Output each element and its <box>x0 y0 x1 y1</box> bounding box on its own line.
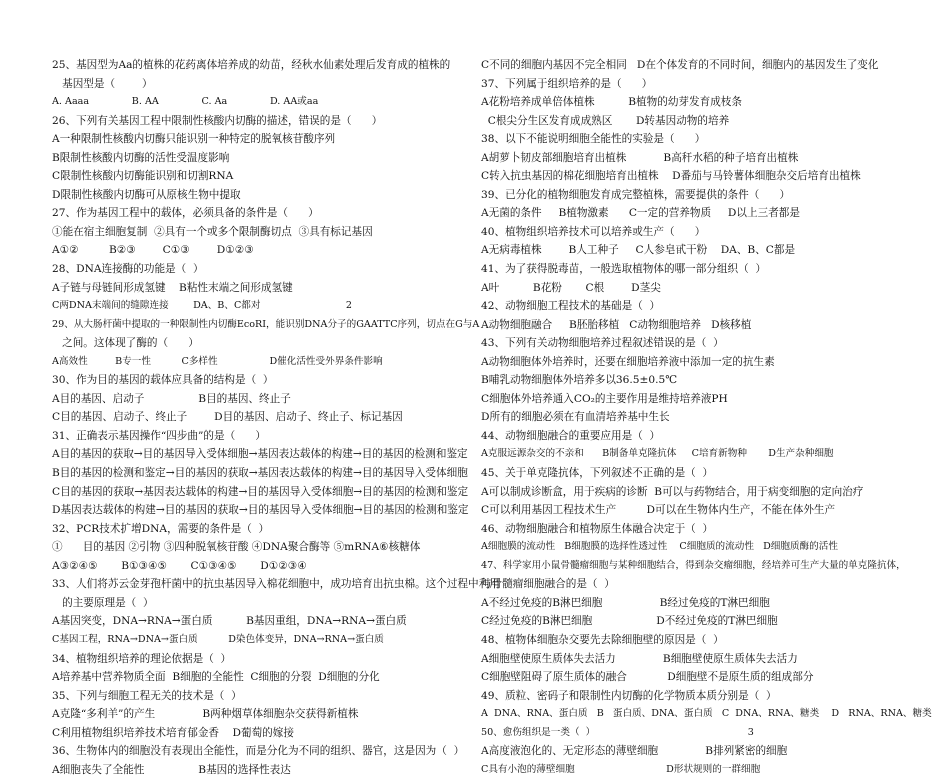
text-line: A目的基因、启动子 B目的基因、终止子 <box>52 392 291 405</box>
text-line: ① 目的基因 ②引物 ③四种脱氧核苷酸 ④DNA聚合酶等 ⑤mRNA⑥核糖体 <box>52 541 421 554</box>
text-line: A克服远源杂交的不亲和 B制备单克隆抗体 C培育新物种 D生产杂种细胞 <box>481 448 834 460</box>
text-line: C限制性核酸内切酶能识别和切割RNA <box>52 170 234 183</box>
text-line: A无菌的条件 B植物激素 C一定的营养物质 D以上三者都是 <box>481 207 800 220</box>
text-line: D所有的细胞必须在有血清培养基中生长 <box>481 411 670 424</box>
text-line: A细胞膜的流动性 B细胞膜的选择性透过性 C细胞质的流动性 D细胞质酶的活性 <box>481 541 838 553</box>
text-line: 35、下列与细胞工程无关的技术是（ ） <box>52 689 242 702</box>
text-line: D限制性核酸内切酶可从原核生物中提取 <box>52 188 241 201</box>
text-line: A DNA、RNA、蛋白质 B 蛋白质、DNA、蛋白质 C DNA、RNA、糖类 D RNA、RNA、糖类 <box>481 708 932 720</box>
text-line: 48、植物体细胞杂交要先去除细胞壁的原因是（ ） <box>481 633 724 646</box>
text-line: A细胞丧失了全能性 B基因的选择性表达 <box>52 763 291 776</box>
text-line: 33、人们将苏云金芽孢杆菌中的抗虫基因导入棉花细胞中，成功培育出抗虫棉。这个过程中利用 <box>52 578 500 591</box>
text-line: A无病毒植株 B人工种子 C人参皂甙干粉 DA、B、C都是 <box>481 244 796 257</box>
text-line: 28、DNA连接酶的功能是（ ） <box>52 263 204 276</box>
text-line: C可以利用基因工程技术生产 D可以在生物体内生产，不能在体外生产 <box>481 504 836 517</box>
text-line: 26、下列有关基因工程中限制性核酸内切酶的描述，错误的是（ ） <box>52 114 383 127</box>
text-line: 与骨髓瘤细胞融合的是（ ） <box>481 578 615 591</box>
text-line: C两DNA末端间的缝隙连接 DA、B、C都对 2 <box>52 300 352 312</box>
text-line: 之间。这体现了酶的（ ） <box>52 337 199 350</box>
text-line: A培养基中营养物质全面 B细胞的全能性 C细胞的分裂 D细胞的分化 <box>52 671 380 684</box>
text-line: C细胞体外培养通入CO₂的主要作用是维持培养液PH <box>481 392 728 405</box>
text-line: A花粉培养成单倍体植株 B植物的幼芽发育成枝条 <box>481 96 742 109</box>
text-line: 的主要原理是（ ） <box>52 596 154 609</box>
text-line: A叶 B花粉 C根 D茎尖 <box>481 281 661 294</box>
text-line: C目的基因、启动子、终止子 D目的基因、启动子、终止子、标记基因 <box>52 411 403 424</box>
text-line: 42、动物细胞工程技术的基础是（ ） <box>481 300 661 313</box>
text-line: C经过免疫的B淋巴细胞 D不经过免疫的T淋巴细胞 <box>481 615 778 628</box>
text-line: 46、动物细胞融合和植物原生体融合决定于（ ） <box>481 522 714 535</box>
text-line: D基因表达载体的构建→目的基因的获取→目的基因导入受体细胞→目的基因的检测和鉴定 <box>52 504 469 517</box>
text-line: A目的基因的获取→目的基因导入受体细胞→基因表达载体的构建→目的基因的检测和鉴定 <box>52 448 468 461</box>
text-line: B哺乳动物细胞体外培养多以36.5±0.5℃ <box>481 374 678 387</box>
text-line: B目的基因的检测和鉴定→目的基因的获取→基因表达载体的构建→目的基因导入受体细胞 <box>52 467 468 480</box>
text-line: 40、植物组织培养技术可以培养或生产（ ） <box>481 225 706 238</box>
text-line: A可以制成诊断盒，用于疾病的诊断 B可以与药物结合，用于病变细胞的定向治疗 <box>481 485 864 498</box>
text-line: C目的基因的获取→基因表达载体的构建→目的基因导入受体细胞→目的基因的检测和鉴定 <box>52 485 469 498</box>
text-line: B限制性核酸内切酶的活性受温度影响 <box>52 151 230 164</box>
text-line: 34、植物组织培养的理论依据是（ ） <box>52 652 232 665</box>
text-line: 37、下列属于组织培养的是（ ） <box>481 77 653 90</box>
text-line: A高度液泡化的、无定形态的薄壁细胞 B排列紧密的细胞 <box>481 745 788 758</box>
text-line: 45、关于单克隆抗体，下列叙述不正确的是（ ） <box>481 467 714 480</box>
text-line: 38、以下不能说明细胞全能性的实验是（ ） <box>481 133 706 146</box>
text-line: C利用植物组织培养技术培育郁金香 D葡萄的嫁接 <box>52 726 294 739</box>
text-line: A基因突变，DNA→RNA→蛋白质 B基因重组，DNA→RNA→蛋白质 <box>52 615 407 628</box>
text-line: 43、下列有关动物细胞培养过程叙述错误的是（ ） <box>481 337 724 350</box>
text-line: 39、已分化的植物细胞发育成完整植株，需要提供的条件（ ） <box>481 188 791 201</box>
text-line: A动物细胞融合 B胚胎移植 C动物细胞培养 D核移植 <box>481 318 752 331</box>
text-line: C基因工程，RNA→DNA→蛋白质 D染色体变异，DNA→RNA→蛋白质 <box>52 633 384 645</box>
text-line: 47、科学家用小鼠骨髓瘤细胞与某种细胞结合，得到杂交瘤细胞，经培养可生产大量的单克隆抗体， <box>481 559 906 571</box>
text-line: A不经过免疫的B淋巴细胞 B经过免疫的T淋巴细胞 <box>481 596 770 609</box>
text-line: A子链与母链间形成氢键 B粘性末端之间形成氢键 <box>52 281 293 294</box>
text-line: A动物细胞体外培养时，还要在细胞培养液中添加一定的抗生素 <box>481 355 775 368</box>
text-line: 27、作为基因工程中的载体，必须具备的条件是（ ） <box>52 207 319 220</box>
text-line: A③②④⑤ B①③④⑤ C①③④⑤ D①②③④ <box>52 559 307 572</box>
text-line: 50、愈伤组织是一类（ ） 3 <box>481 726 754 738</box>
text-line: 基因型是（ ） <box>52 77 153 90</box>
text-line: C不同的细胞内基因不完全相同 D在个体发育的不同时间，细胞内的基因发生了变化 <box>481 59 879 71</box>
text-line: ①能在宿主细胞复制 ②具有一个或多个限制酶切点 ③具有标记基因 <box>52 225 373 238</box>
text-line: 41、为了获得脱毒苗，一般选取植物体的哪一部分组织（ ） <box>481 263 767 276</box>
text-line: A克隆“多利羊”的产生 B两种烟草体细胞杂交获得新植株 <box>52 708 359 721</box>
text-line: A. Aaaa B. AA C. Aa D. AA或aa <box>52 96 319 108</box>
text-line: A高效性 B专一性 C多样性 D催化活性受外界条件影响 <box>52 355 383 367</box>
text-line: 36、生物体内的细胞没有表现出全能性，而是分化为不同的组织、器官，这是因为（ ） <box>52 745 465 758</box>
text-line: C根尖分生区发育成成熟区 D转基因动物的培养 <box>481 114 730 127</box>
text-line: 32、PCR技术扩增DNA，需要的条件是（ ） <box>52 522 270 535</box>
text-line: 30、作为目的基因的载体应具备的结构是（ ） <box>52 374 274 387</box>
text-line: A一种限制性核酸内切酶只能识别一种特定的脱氧核苷酸序列 <box>52 133 336 146</box>
text-line: A①② B②③ C①③ D①②③ <box>52 244 254 257</box>
text-line: A胡萝卜韧皮部细胞培育出植株 B高秆水稻的种子培育出植株 <box>481 151 799 164</box>
text-line: 31、正确表示基因操作“四步曲”的是（ ） <box>52 429 267 442</box>
text-line: 44、动物细胞融合的重要应用是（ ） <box>481 429 661 442</box>
text-line: C具有小泡的薄壁细胞 D形状规则的一群细胞 <box>481 763 761 775</box>
text-line: 25、基因型为Aa的植株的花药离体培养成的幼苗，经秋水仙素处理后发育成的植株的 <box>52 59 451 71</box>
text-line: A细胞壁使原生质体失去活力 B细胞壁使原生质体失去活力 <box>481 652 798 665</box>
text-line: C细胞壁阻碍了原生质体的融合 D细胞壁不是原生质的组成部分 <box>481 671 814 684</box>
text-line: 49、质粒、密码子和限制性内切酶的化学物质本质分别是（ ） <box>481 689 777 702</box>
text-line: C转入抗虫基因的棉花细胞培育出植株 D番茄与马铃薯体细胞杂交后培育出植株 <box>481 170 861 183</box>
text-line: 29、从大肠杆菌中提取的一种限制性内切酶EcoRⅠ，能识别DNA分子的GAATTC序列，切点在G与A <box>52 318 480 330</box>
